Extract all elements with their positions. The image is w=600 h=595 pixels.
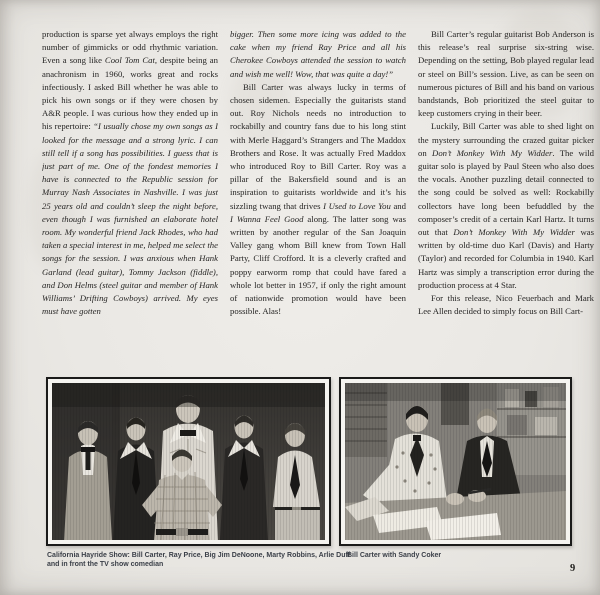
- caption-california-hayride: California Hayride Show: Bill Carter, Ray Price, Big Jim DeNoone, Marty Robbins, Arlie Duff and in front the TV show comedian: [47, 552, 351, 568]
- page-number: 9: [570, 563, 576, 574]
- photo-california-hayride-image: [52, 383, 325, 540]
- caption-bill-carter-sandy-coker: Bill Carter with Sandy Coker: [347, 552, 442, 559]
- italic-text-run: Cool Tom Cat: [104, 55, 155, 66]
- text-run: production is sparse yet always employs the right number of gimmicks or odd rhythmic variation. Even a song like: [42, 29, 218, 66]
- text-column-2: [230, 28, 406, 376]
- photo-california-hayride: [46, 377, 331, 546]
- italic-text-run: Don’t Monkey With My Widder: [453, 227, 575, 238]
- text-run: was written by old-time duo Karl (Davis) and Harty (Taylor) and recorded for Columbia in 1940. Karl Hartz was simply a transcription error during the production process at 4 Star.: [418, 227, 594, 290]
- text-column-1: [42, 28, 218, 376]
- italic-text-run: bigger. Then some more icing was added to the cake when my friend Ray Price and all his Cherokee Cowboys attended the session to watch and wish me well! Wow, that was quite a day!”: [230, 29, 406, 79]
- italic-text-run: Don’t Monkey With My Widder: [432, 147, 553, 158]
- text-run: along. The latter song was written by another regular of the San Joaquin Valley gang whom Bill knew from Town Hall Party, Cliff Crofford. It is a cleverly crafted and poppy earworm romp that could have fared a whole lot better in 1957, if only the right amount of nationwide promotion would have been possible. Alas!: [230, 213, 406, 317]
- photo-row: [46, 377, 572, 546]
- text-run: For this release, Nico Feuerbach and Mark Lee Allen decided to simply focus on Bill Cart-: [418, 293, 594, 317]
- text-run: , despite being an anachronism in 1960, works great and rocks infectiously. I asked Bill whether he was able to pick his own songs or if they were chosen by A&R people. I was curious how they ended up in his repertoire:: [42, 55, 218, 132]
- italic-text-run: I Wanna Feel Good: [230, 213, 304, 224]
- group-photo-illustration: [52, 383, 325, 540]
- text-run: Luckily, Bill Carter was able to shed light on the mystery surrounding the crazed guitar picker on: [418, 121, 594, 158]
- photo-bill-carter-sandy-coker-image: [345, 383, 566, 540]
- article-text: [42, 28, 594, 376]
- photo-bill-carter-sandy-coker: [339, 377, 572, 546]
- text-run: and: [390, 200, 406, 211]
- two-men-photo-illustration: [345, 383, 566, 540]
- text-run: . The wild guitar solo is played by Paul Steen who also does the vocals. Another puzzling detail connected to the song could be solved as well: Rockabilly collectors have long been befuddled by the composer’s credit of a certain Karl Hartz. It turns out that: [418, 147, 594, 238]
- text-run: Bill Carter was always lucky in terms of chosen sidemen. Especially the guitarists stand out. Roy Nichols needs no introduction to rockabilly and country fans due to his long stint with Merle Haggard’s Strangers and The Maddox Brothers and Rose. It was actually Fred Maddox who introduced Roy to Bill Carter. Roy was a pillar of the Bakersfield sound and is an inspiration to guitarists worldwide and it’s his sizzling twang that drives: [230, 81, 406, 211]
- text-run: Bill Carter’s regular guitarist Bob Anderson is this release’s real surprise six-string wise. Depending on the setting, Bob played regular lead or steel on Bill’s session. Live, as can be seen on numerous pictures of Bill and his band on various bandstands, Bob prioritized the steel guitar to keep customers crying in their beer.: [418, 29, 594, 119]
- italic-text-run: “I usually chose my own songs as I looked for the message and a strong lyric. I can still tell if a song has possibilities. I guess that is just part of me. One of the fondest memories I have is connected to the Republic session for Murray Nash Associates in Nashville. I was just 25 years old and couldn’t sleep the night before, even though I was furnished an elaborate hotel room. My wonderful friend Jack Rhodes, who had taken a special interest in me, helped me select the songs for the session. I was anxious when Hank Garland (lead guitar), Tommy Jackson (fiddle), and Don Helms (steel guitar and member of Hank Williams’ Drifting Cowboys) arrived. My eyes must have gotten: [42, 121, 218, 317]
- italic-text-run: I Used to Love You: [323, 200, 391, 211]
- text-column-3: [418, 28, 594, 376]
